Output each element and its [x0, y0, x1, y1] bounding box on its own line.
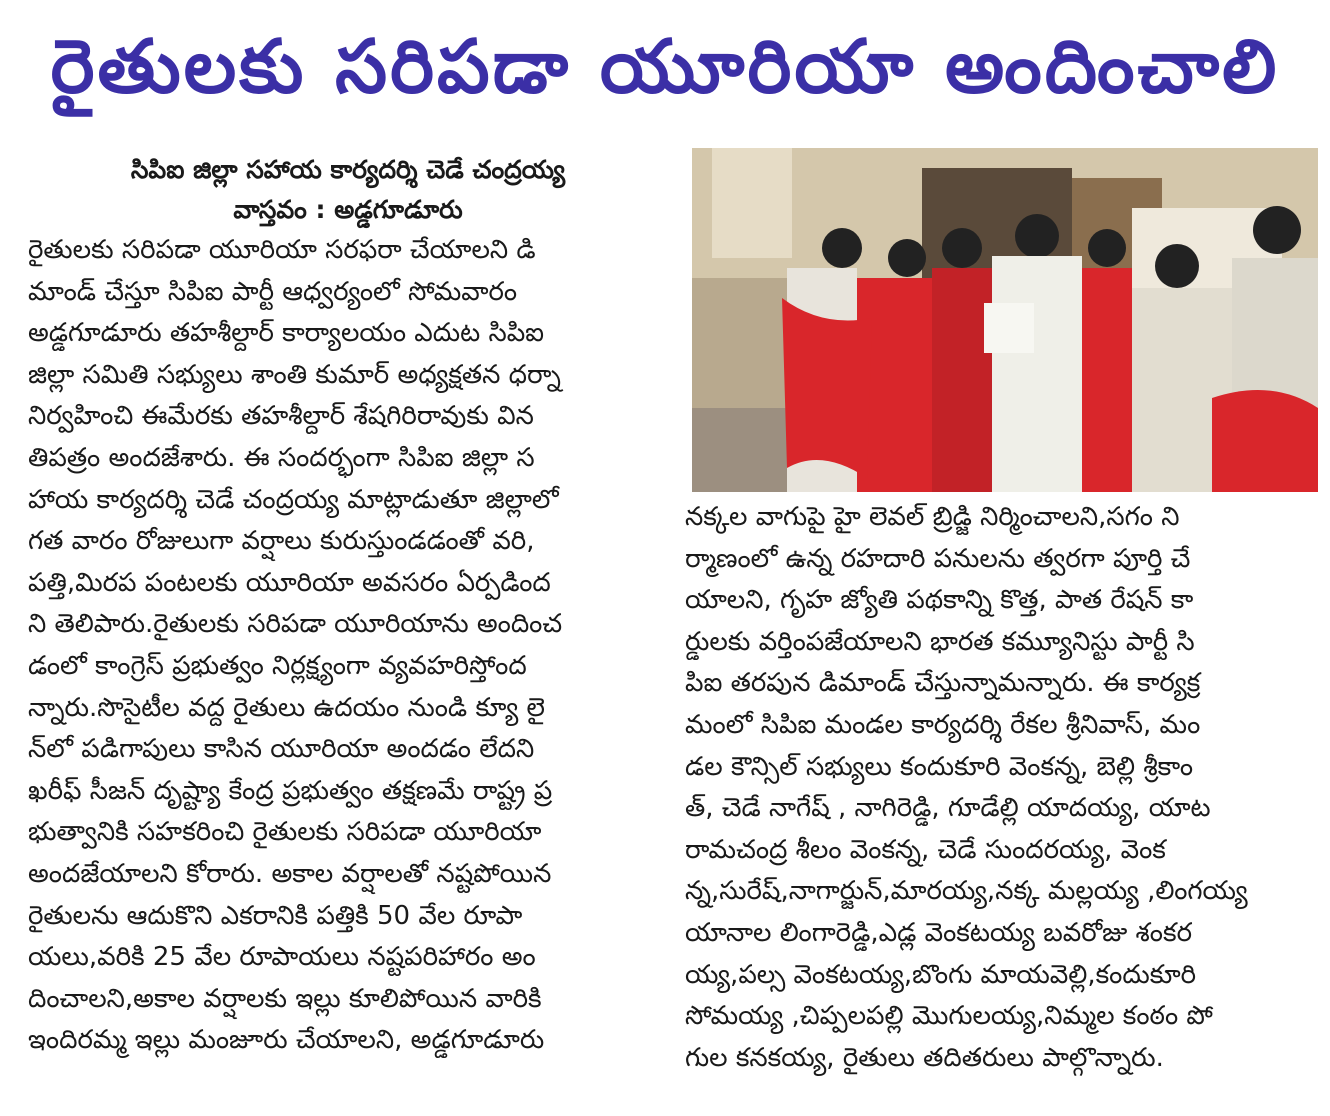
article-line: న్‌లో పడిగాపులు కాసిన యూరియా అందడం లేదని [28, 734, 535, 765]
article-line: పిఐ తరపున డిమాండ్ చేస్తున్నామన్నారు. ఈ కార్యక్ర [685, 668, 1201, 699]
article-line: య్య,పల్స వెంకటయ్య,బొంగు మాయవెల్లి,కందుకూరి [685, 959, 1197, 990]
article-line: మంలో సిపిఐ మండల కార్యదర్శి రేకల శ్రీనివాస్, మం [685, 709, 1201, 740]
article-line: నిర్వహించి ఈమేరకు తహశీల్దార్ శేషగిరిరావుకు విన [28, 401, 534, 432]
article-line: రామచంద్ర శీలం వెంకన్న, చెడే సుందరయ్య, వెంక [685, 834, 1166, 865]
article-line: న్నారు.సొసైటీల వద్ద రైతులు ఉదయం నుండి క్యూ లై [28, 692, 545, 723]
article-line: యాలని, గృహ జ్యోతి పథకాన్ని కొత్త, పాత రేషన్ కా [685, 585, 1194, 616]
article-line: ఖరీఫ్ సీజన్ దృష్ట్యా కేంద్ర ప్రభుత్వం తక్షణమే రాష్ట్ర ప్ర [28, 775, 553, 806]
article-line: అందజేయాలని కోరారు. అకాల వర్షాలతో నష్టపోయిన [28, 858, 552, 889]
article-line: తిపత్రం అందజేశారు. ఈ సందర్భంగా సిపిఐ జిల్లా స [28, 442, 535, 473]
article-line: సోమయ్య ,చిప్పలపల్లి మొగులయ్య,నిమ్మల కంఠం పో [685, 1001, 1213, 1032]
article-line: పత్తి,మిరప పంటలకు యూరియా అవసరం ఏర్పడింద [28, 567, 551, 598]
article-line: ర్డులకు వర్తింపజేయాలని భారత కమ్యూనిస్టు పార్టీ సి [685, 626, 1195, 657]
article-line: రైతులకు సరిపడా యూరియా సరఫరా చేయాలని డి [28, 235, 536, 265]
article-line: న్న,సురేష్,నాగార్జున్,మారయ్య,నక్క మల్లయ్య ,లింగయ్య [685, 876, 1248, 907]
article-line: రైతులను ఆదుకొని ఎకరానికి పత్తికి 50 వేల రూపా [28, 900, 523, 931]
byline-author: సిపిఐ జిల్లా సహాయ కార్యదర్శి చెడే చంద్రయ్య [130, 155, 566, 184]
article-line: దించాలని,అకాల వర్షాలకు ఇల్లు కూలిపోయిన వారికి [28, 983, 542, 1014]
article-line: హాయ కార్యదర్శి చెడే చంద్రయ్య మాట్లాడుతూ జిల్లాలో [28, 484, 559, 515]
article-line: డంలో కాంగ్రెస్ ప్రభుత్వం నిర్లక్ష్యంగా వ్యవహరిస్తోంద [28, 650, 527, 681]
article-line: మాండ్ చేస్తూ సిపిఐ పార్టీ ఆధ్వర్యంలో సోమవారం [28, 276, 518, 307]
article-line: భుత్వానికి సహకరించి రైతులకు సరిపడా యూరియా [28, 817, 542, 848]
article-line: ర్మాణంలో ఉన్న రహదారి పనులను త్వరగా పూర్తి చే [685, 543, 1191, 574]
article-line: నక్కల వాగుపై హై లెవల్ బ్రిడ్జి నిర్మించాలని,సగం ని [685, 502, 1180, 532]
article-line: జిల్లా సమితి సభ్యులు శాంతి కుమార్ అధ్యక్షతన ధర్నా [28, 359, 561, 390]
article-line: అడ్డగూడూరు తహశీల్దార్ కార్యాలయం ఎదుట సిపిఐ [28, 318, 545, 349]
article-line: యలు,వరికి 25 వేల రూపాయలు నష్టపరిహారం అం [28, 942, 536, 973]
article-line: యానాల లింగారెడ్డి,ఎడ్ల వెంకటయ్య బవరోజు శంకర [685, 917, 1192, 948]
news-photo [692, 148, 1318, 492]
article-line: గత వారం రోజులుగా వర్షాలు కురుస్తుండడంతో వరి, [28, 526, 535, 557]
article-left-column [28, 230, 668, 1062]
article-line: ని తెలిపారు.రైతులకు సరిపడా యూరియాను అందించ [28, 609, 563, 640]
article-right-column [685, 497, 1310, 1079]
article-line: గుల కనకయ్య, రైతులు తదితరులు పాల్గొన్నారు. [685, 1042, 1164, 1073]
article-line: డల కౌన్సిల్ సభ్యులు కందుకూరి వెంకన్న, బెల్లి శ్రీకాం [685, 751, 1194, 782]
headline: రైతులకు సరిపడా యూరియా అందించాలి [50, 24, 1280, 110]
byline-dateline: వాస్తవం : అడ్డగూడూరు [233, 195, 463, 224]
article-line: త్, చెడే నాగేష్ , నాగిరెడ్డి, గూడేల్లి యాదయ్య, యాట [685, 793, 1211, 824]
article-line: ఇందిరమ్మ ఇల్లు మంజూరు చేయాలని, అడ్డగూడూరు [28, 1025, 545, 1056]
